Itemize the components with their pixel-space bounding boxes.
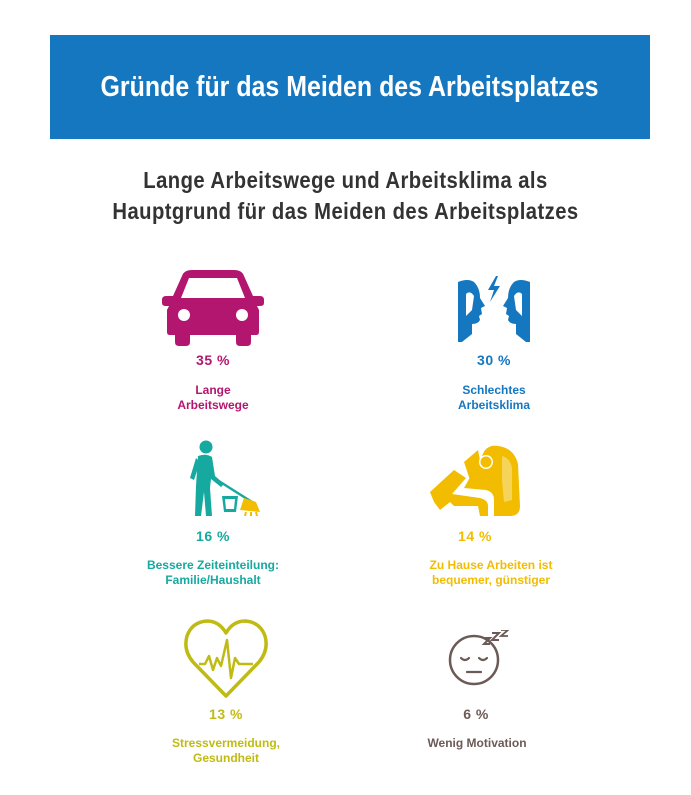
value-home: 14 %: [458, 528, 492, 544]
conflict-faces-icon: [458, 276, 530, 342]
label-climate: [374, 383, 614, 413]
subtitle: [20, 165, 671, 227]
value-family: 16 %: [196, 528, 230, 544]
label-home-line-2: bequemer, günstiger: [431, 573, 551, 587]
mopping-person-icon: [188, 440, 260, 516]
title-banner: [50, 35, 650, 139]
label-home-line-1: Zu Hause Arbeiten ist: [429, 558, 553, 572]
label-motivation: [357, 736, 597, 751]
heart-pulse-icon: [183, 618, 269, 700]
value-climate: 30 %: [477, 352, 511, 368]
subtitle-line-2: Hauptgrund für das Meiden des Arbeitsplatzes: [112, 198, 579, 224]
label-home: [371, 558, 611, 588]
label-climate-line-2: Arbeitsklima: [457, 398, 531, 412]
label-stress-line-1: Stressvermeidung,: [171, 736, 281, 750]
label-motivation-line-1: Wenig Motivation: [427, 736, 527, 750]
label-family-line-1: Bessere Zeiteinteilung:: [146, 558, 280, 572]
label-commute-line-2: Arbeitswege: [177, 398, 249, 412]
value-stress: 13 %: [209, 706, 243, 722]
armchair-reader-icon: [424, 440, 528, 518]
label-stress: [106, 736, 346, 766]
label-commute: [93, 383, 333, 413]
car-icon: [160, 270, 266, 346]
label-family-line-2: Familie/Haushalt: [165, 573, 261, 587]
label-commute-line-1: Lange: [195, 383, 231, 397]
page-title: Gründe für das Meiden des Arbeitsplatzes: [101, 70, 599, 103]
value-commute: 35 %: [196, 352, 230, 368]
label-stress-line-2: Gesundheit: [192, 751, 259, 765]
value-motivation: 6 %: [463, 706, 489, 722]
subtitle-line-1: Lange Arbeitswege und Arbeitsklima als: [143, 167, 548, 193]
sleepy-face-icon: [448, 630, 510, 688]
label-climate-line-1: Schlechtes: [462, 383, 526, 397]
label-family: [93, 558, 333, 588]
